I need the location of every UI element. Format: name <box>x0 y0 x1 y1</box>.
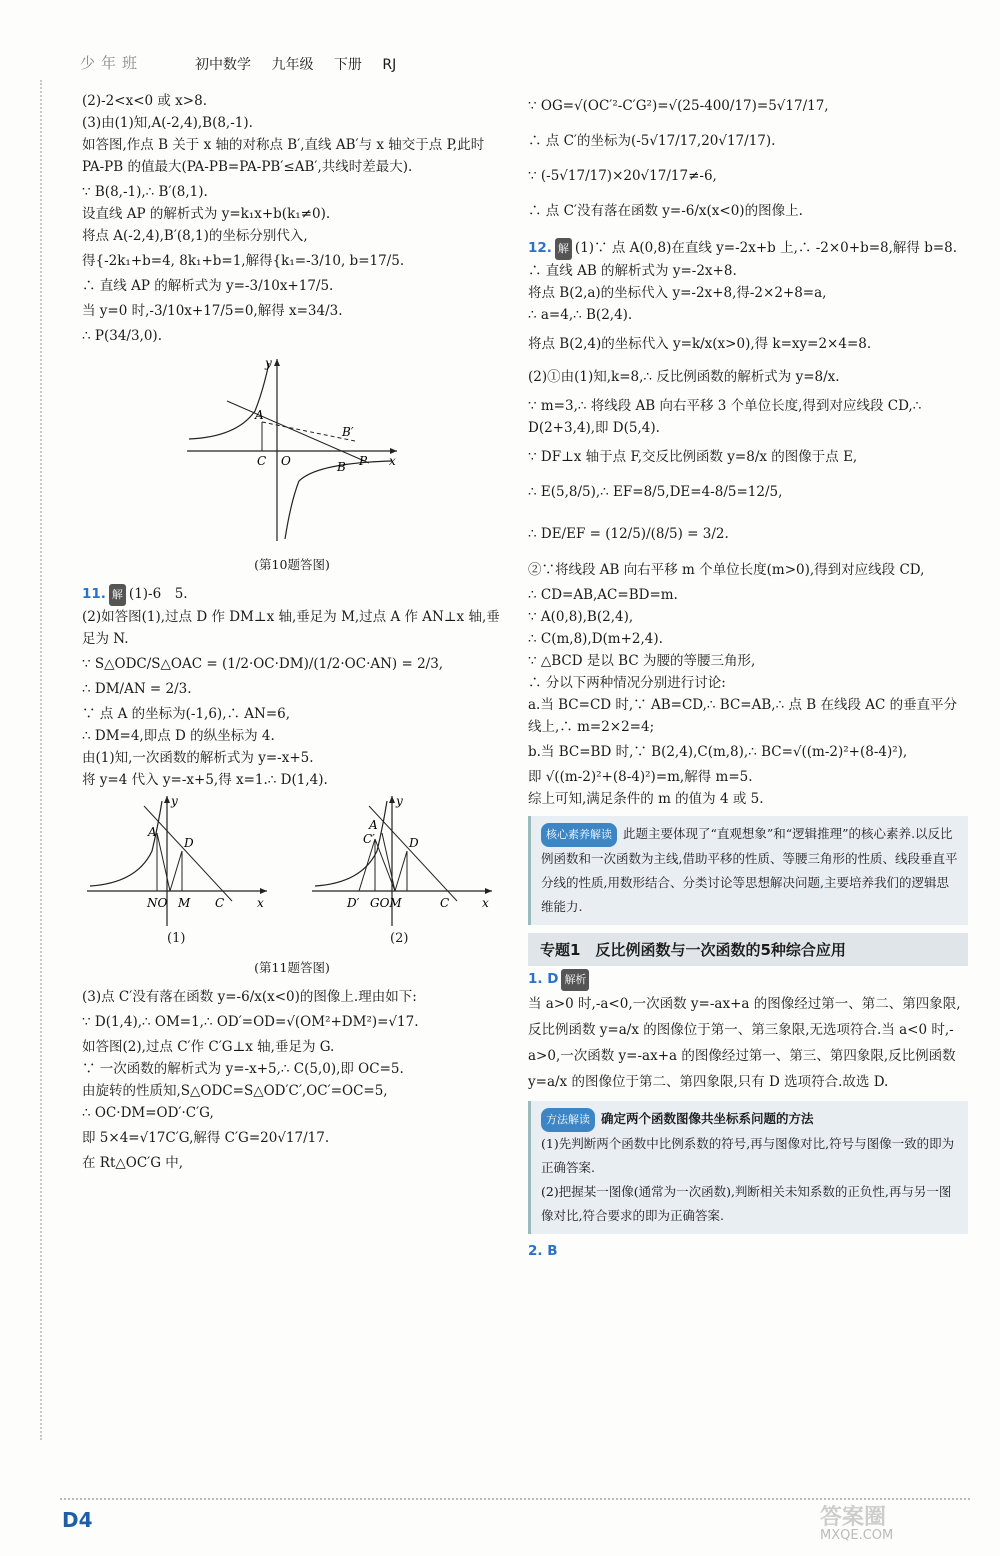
label-y: y <box>396 794 403 808</box>
text-line: a.当 BC=CD 时,∵ AB=CD,∴ BC=AB,∴ 点 B 在线段 AC 的垂直平分线上,∴ m=2×2=4; <box>528 697 958 735</box>
solution-tag: 解 <box>555 238 572 260</box>
label-C: C <box>215 896 225 910</box>
watermark-url: MXQE.COM <box>820 1528 894 1543</box>
text-line: ∴ C(m,8),D(m+2,4). <box>528 631 663 647</box>
text-line: 由旋转的性质知,S△ODC=S△OD′C′,OC′=OC=5, <box>82 1083 388 1099</box>
text-line: (1)∵ 点 A(0,8)在直线 y=-2x+b 上,∴ -2×0+b=8,解得 b=8. <box>574 240 958 256</box>
label-C: C <box>257 454 267 468</box>
label-x: x <box>482 896 489 910</box>
text-line: 即 √((m-2)²+(8-4)²)=m,解得 m=5. <box>528 769 753 785</box>
text-line: (2)-2<x<0 或 x>8. <box>82 93 207 109</box>
equation-line: ∵ S△ODC/S△OAC = (1/2·OC·DM)/(1/2·OC·AN) = 2/3, <box>82 656 444 672</box>
method-tag: 方法解读 <box>541 1108 595 1132</box>
page-header <box>60 52 960 78</box>
text-line: ∵ A(0,8),B(2,4), <box>528 609 634 625</box>
label-y: y <box>171 794 178 808</box>
label-Dprime: D′ <box>347 896 360 910</box>
text-line: (1)-6 5. <box>128 586 188 602</box>
text-line: ∵ B(8,-1),∴ B′(8,1). <box>82 184 208 200</box>
label-A: A <box>255 408 264 422</box>
figure-caption: (第10题答图) <box>254 557 330 572</box>
equation-system: 得{-2k₁+b=4, 8k₁+b=1,解得{k₁=-3/10, b=17/5. <box>82 253 405 269</box>
text-line: 当 y=0 时,-3/10x+17/5=0,解得 x=34/3. <box>82 303 343 319</box>
label-Bprime: B′ <box>342 425 354 439</box>
label-A: A <box>369 818 378 832</box>
label-D: D <box>409 836 419 850</box>
figure-sublabel: (2) <box>390 931 409 946</box>
label-NO: NO <box>147 896 168 910</box>
equation-line: ∴ 点 C′的坐标为(-5√17/17,20√17/17). <box>528 133 776 149</box>
text-line: ∴ CD=AB,AC=BD=m. <box>528 587 678 603</box>
text-block: 当 a>0 时,-a<0,一次函数 y=-ax+a 的图像经过第一、第二、第四象限,反比例函数 y=a/x 的图像位于第一、第三象限,无选项符合.当 a<0 时,-a>0,一次函数 y=-ax+a 的图像经过第一、第三、第四象限,反比例函数 y=a/x 的图像位于第二、第四象限,只有 D 选项符合.故选 D. <box>528 996 961 1090</box>
text-line: ∴ a=4,∴ B(2,4). <box>528 307 633 323</box>
label-B: B <box>337 460 346 474</box>
question-number: 1. D <box>528 971 559 987</box>
label-Cprime: C′ <box>363 832 375 846</box>
equation-line: ∴ 点 C′没有落在函数 y=-6/x(x<0)的图像上. <box>528 203 803 219</box>
solution-tag: 解 <box>109 584 126 606</box>
brand-logo: 少年班 <box>80 54 144 72</box>
label-C: C <box>440 896 450 910</box>
label-P: P <box>359 454 368 468</box>
header-edition: RJ <box>382 57 397 73</box>
equation-line: ∵ OG=√(OC′²-C′G²)=√(25-400/17)=5√17/17, <box>528 98 829 114</box>
text-line: 由(1)知,一次函数的解析式为 y=-x+5. <box>82 750 314 766</box>
question-number: 2. B <box>528 1243 558 1259</box>
text-line: ∵ △BCD 是以 BC 为腰的等腰三角形, <box>528 653 756 669</box>
equation-line: ∴ E(5,8/5),∴ EF=8/5,DE=4-8/5=12/5, <box>528 484 783 500</box>
figure-sublabel: (1) <box>167 931 186 946</box>
label-y: y <box>265 356 272 370</box>
question-number: 12. <box>528 240 552 256</box>
equation-line: ∴ DM/AN = 2/3. <box>82 681 192 697</box>
text-line: ∴ DM=4,即点 D 的纵坐标为 4. <box>82 728 275 744</box>
text-line: b.当 BC=BD 时,∵ B(2,4),C(m,8),∴ BC=√((m-2)²+(8-4)²), <box>528 744 908 760</box>
text-line: ∵ 点 A 的坐标为(-1,6),∴ AN=6, <box>82 706 291 722</box>
page-number: D4 <box>62 1508 93 1532</box>
analysis-tag: 解析 <box>561 969 589 991</box>
margin-decoration <box>40 80 43 1440</box>
label-x: x <box>257 896 264 910</box>
method-box <box>528 1101 968 1234</box>
label-D: D <box>184 836 194 850</box>
label-O: O <box>281 454 291 468</box>
text-line: 在 Rt△OC′G 中, <box>82 1155 184 1171</box>
equation-line: ∴ DE/EF = (12/5)/(8/5) = 3/2. <box>528 526 729 542</box>
core-literacy-text: 此题主要体现了“直观想象”和“逻辑推理”的核心素养.以反比例函数和一次函数为主线,借助平移的性质、等腰三角形的性质、线段垂直平分线的性质,用数形结合、分类讨论等思想解决问题,主要培养我们的逻辑思维能力. <box>541 826 958 914</box>
header-info <box>195 54 412 74</box>
core-literacy-box <box>528 816 968 925</box>
watermark-logo: 答案圈 <box>820 1505 887 1530</box>
label-x: x <box>389 454 396 468</box>
question-number: 11. <box>82 586 106 602</box>
core-literacy-tag: 核心素养解读 <box>541 823 617 847</box>
text-line: 将点 B(2,a)的坐标代入 y=-2x+8,得-2×2+8=a, <box>528 285 827 301</box>
text-line: ②∵将线段 AB 向右平移 m 个单位长度(m>0),得到对应线段 CD, <box>528 562 925 578</box>
equation-line: ∵ (-5√17/17)×20√17/17≠-6, <box>528 168 717 184</box>
text-line: 将点 A(-2,4),B′(8,1)的坐标分别代入, <box>82 228 308 244</box>
text-line: 即 5×4=√17C′G,解得 C′G=20√17/17. <box>82 1130 330 1146</box>
figure-caption: (第11题答图) <box>254 960 330 975</box>
text-line: ∴ P(34/3,0). <box>82 328 162 344</box>
text-line: (2)①由(1)知,k=8,∴ 反比例函数的解析式为 y=8/x. <box>528 369 840 385</box>
topic-title: 专题1 反比例函数与一次函数的5种综合应用 <box>528 933 968 966</box>
left-column <box>82 90 502 1174</box>
text-line: ∵ m=3,∴ 将线段 AB 向右平移 3 个单位长度,得到对应线段 CD,∴ D(2+3,4),即 D(5,4). <box>528 398 922 436</box>
header-volume: 下册 <box>333 57 362 73</box>
text-line: 将点 B(2,4)的坐标代入 y=k/x(x>0),得 k=xy=2×4=8. <box>528 336 872 352</box>
text-line: ∴ 直线 AP 的解析式为 y=-3/10x+17/5. <box>82 278 334 294</box>
label-GOM: GOM <box>370 896 402 910</box>
header-grade: 九年级 <box>271 57 314 73</box>
text-line: 设直线 AP 的解析式为 y=k₁x+b(k₁≠0). <box>82 206 331 222</box>
text-line: (3)由(1)知,A(-2,4),B(8,-1). <box>82 115 253 131</box>
text-line: ∴ OC·DM=OD′·C′G, <box>82 1105 214 1121</box>
method-title: 确定两个函数图像共坐标系问题的方法 <box>601 1111 814 1126</box>
method-line: (2)把握某一图像(通常为一次函数),判断相关未知系数的正负性,再与另一图像对比,符合要求的即为正确答案. <box>541 1184 952 1223</box>
text-line: ∵ D(1,4),∴ OM=1,∴ OD′=OD=√(OM²+DM²)=√17. <box>82 1014 419 1030</box>
text-line: (2)如答图(1),过点 D 作 DM⊥x 轴,垂足为 M,过点 A 作 AN⊥x 轴,垂足为 N. <box>82 609 500 647</box>
text-line: 如答图,作点 B 关于 x 轴的对称点 B′,直线 AB′与 x 轴交于点 P,此时 PA-PB 的值最大(PA-PB=PA-PB′≤AB′,共线时差最大). <box>82 137 485 175</box>
header-subject: 初中数学 <box>195 57 251 73</box>
text-line: ∴ 分以下两种情况分别进行讨论: <box>528 675 726 691</box>
figure-q11 <box>82 791 502 956</box>
text-line: 如答图(2),过点 C′作 C′G⊥x 轴,垂足为 G. <box>82 1039 335 1055</box>
text-line: 综上可知,满足条件的 m 的值为 4 或 5. <box>528 791 764 807</box>
figure-q11-1 <box>82 791 272 931</box>
text-line: 将 y=4 代入 y=-x+5,得 x=1.∴ D(1,4). <box>82 772 328 788</box>
text-line: ∴ 直线 AB 的解析式为 y=-2x+8. <box>528 263 737 279</box>
method-line: (1)先判断两个函数中比例系数的符号,再与图像对比,符号与图像一致的即为正确答案. <box>541 1136 955 1175</box>
text-line: ∵ DF⊥x 轴于点 F,交反比例函数 y=8/x 的图像于点 E, <box>528 449 858 465</box>
figure-q10 <box>177 351 407 551</box>
label-M: M <box>178 896 191 910</box>
figure-q11-2 <box>307 791 497 931</box>
text-line: ∵ 一次函数的解析式为 y=-x+5,∴ C(5,0),即 OC=5. <box>82 1061 404 1077</box>
label-A: A <box>148 825 157 839</box>
right-column <box>528 90 968 1262</box>
text-line: (3)点 C′没有落在函数 y=-6/x(x<0)的图像上.理由如下: <box>82 989 417 1005</box>
